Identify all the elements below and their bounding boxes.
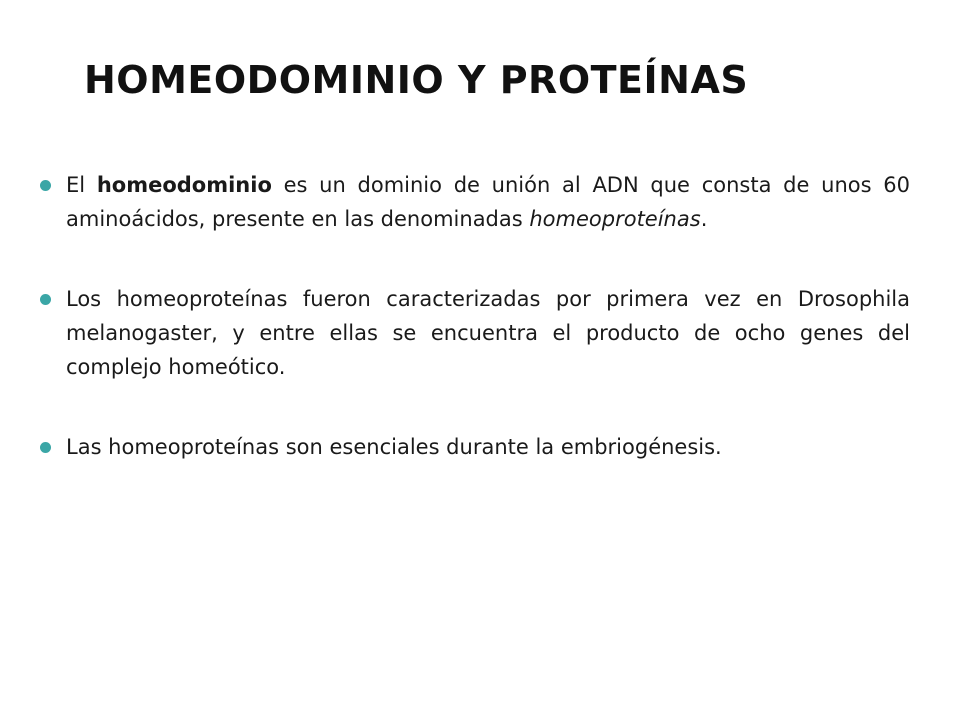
bullet-homeodominio bbox=[40, 168, 910, 236]
bullet-embriogenesis bbox=[40, 430, 910, 464]
bullet-text-before: El bbox=[66, 173, 97, 197]
bullet-text: Los homeoproteínas fueron caracterizadas por primera vez en Drosophila melanogaster, y entre ellas se encuentra el producto de ocho genes del complejo homeótico. bbox=[66, 287, 910, 379]
bullet-dot-icon bbox=[40, 294, 51, 305]
bullet-drosophila bbox=[40, 282, 910, 384]
slide-title: HOMEODOMINIO Y PROTEÍNAS bbox=[84, 58, 749, 102]
bullet-text-after: . bbox=[700, 207, 708, 231]
bullet-text-middle: es un dominio de unión al ADN que consta de unos 60 aminoácidos, presente en las denominadas bbox=[66, 173, 910, 231]
bullet-dot-icon bbox=[40, 442, 51, 453]
bullet-text: Las homeoproteínas son esenciales durante la embriogénesis. bbox=[66, 435, 722, 459]
term-homeodominio: homeodominio bbox=[96, 173, 272, 197]
bullet-dot-icon bbox=[40, 180, 51, 191]
bullet-list bbox=[40, 168, 910, 510]
term-homeoproteinas: homeoproteínas bbox=[529, 207, 701, 231]
